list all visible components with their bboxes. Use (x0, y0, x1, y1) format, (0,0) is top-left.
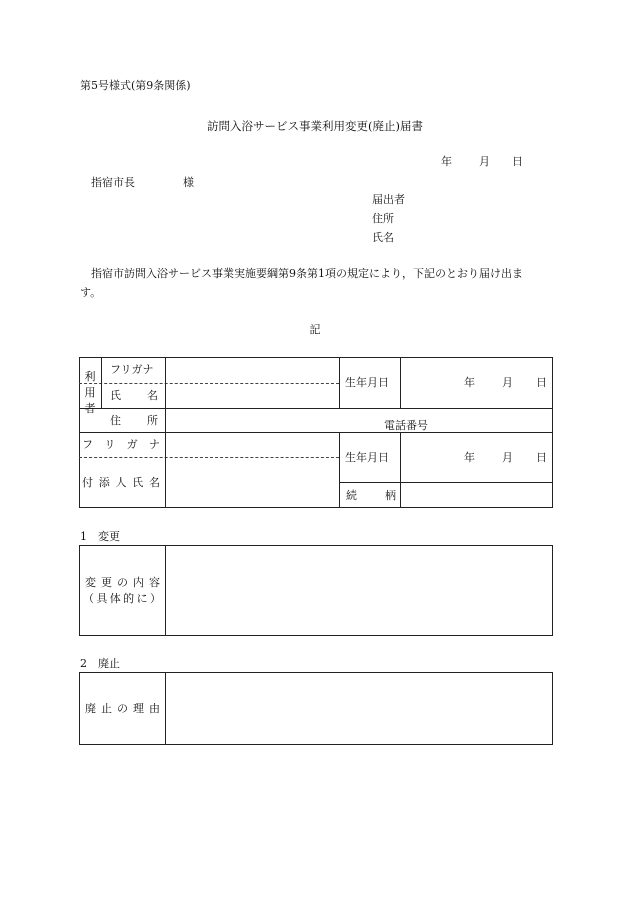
change-content-field[interactable] (166, 546, 552, 635)
attendant-birthdate-label: 生年月日 (345, 451, 389, 464)
body-text-line1: 指宿市訪問入浴サービス事業実施要綱第9条第1項の規定により，下記のとおり届け出ま (91, 267, 523, 280)
furigana-label: フリガナ (110, 363, 154, 376)
birth-month-label: 月 (502, 376, 513, 389)
attendant-furigana-field[interactable] (166, 433, 339, 457)
user-vertical-label: 利 用 者 (84, 370, 96, 415)
birth-year-label: 年 (464, 376, 475, 389)
submitter-address-label: 住所 (372, 212, 394, 225)
furigana-field[interactable] (164, 357, 339, 383)
date-month-label: 月 (479, 155, 490, 168)
addressee-honorific: 様 (183, 176, 194, 189)
abolish-reason-label: 廃 止 の 理 由 (85, 702, 160, 715)
submitter-label: 届出者 (372, 193, 405, 206)
address-label: 住 所 (110, 414, 158, 427)
date-day-label: 日 (512, 155, 523, 168)
attendant-name-label: 付 添 人 氏 名 (82, 476, 160, 489)
relation-label: 続 柄 (346, 489, 396, 502)
attendant-furigana-label: フ リ ガ ナ (82, 438, 160, 451)
phone-label: 電話番号 (384, 419, 428, 432)
ki-heading: 記 (309, 323, 321, 336)
form-number: 第5号様式(第9条関係) (80, 79, 191, 92)
attendant-birth-year-label: 年 (464, 451, 475, 464)
birthdate-label: 生年月日 (345, 376, 389, 389)
name-label: 氏 名 (110, 389, 158, 402)
abolish-reason-field[interactable] (166, 673, 552, 744)
name-field[interactable] (164, 384, 339, 408)
attendant-name-field[interactable] (166, 458, 339, 508)
birth-day-label: 日 (536, 376, 547, 389)
attendant-birth-day-label: 日 (536, 451, 547, 464)
addressee-name: 指宿市長 (91, 176, 135, 189)
page-title: 訪問入浴サービス事業利用変更(廃止)届書 (207, 119, 423, 133)
relation-field[interactable] (401, 483, 553, 508)
body-text-line2: す。 (80, 286, 102, 299)
date-year-label: 年 (441, 155, 452, 168)
address-field[interactable] (166, 409, 381, 432)
change-section-heading: 1 変更 (80, 530, 120, 543)
change-content-sublabel: （ 具 体 的 に ） (83, 592, 161, 605)
change-content-label: 変 更 の 内 容 (85, 576, 160, 589)
submitter-name-label: 氏名 (372, 231, 394, 244)
attendant-birth-month-label: 月 (502, 451, 513, 464)
abolish-section-heading: 2 廃止 (80, 657, 120, 670)
